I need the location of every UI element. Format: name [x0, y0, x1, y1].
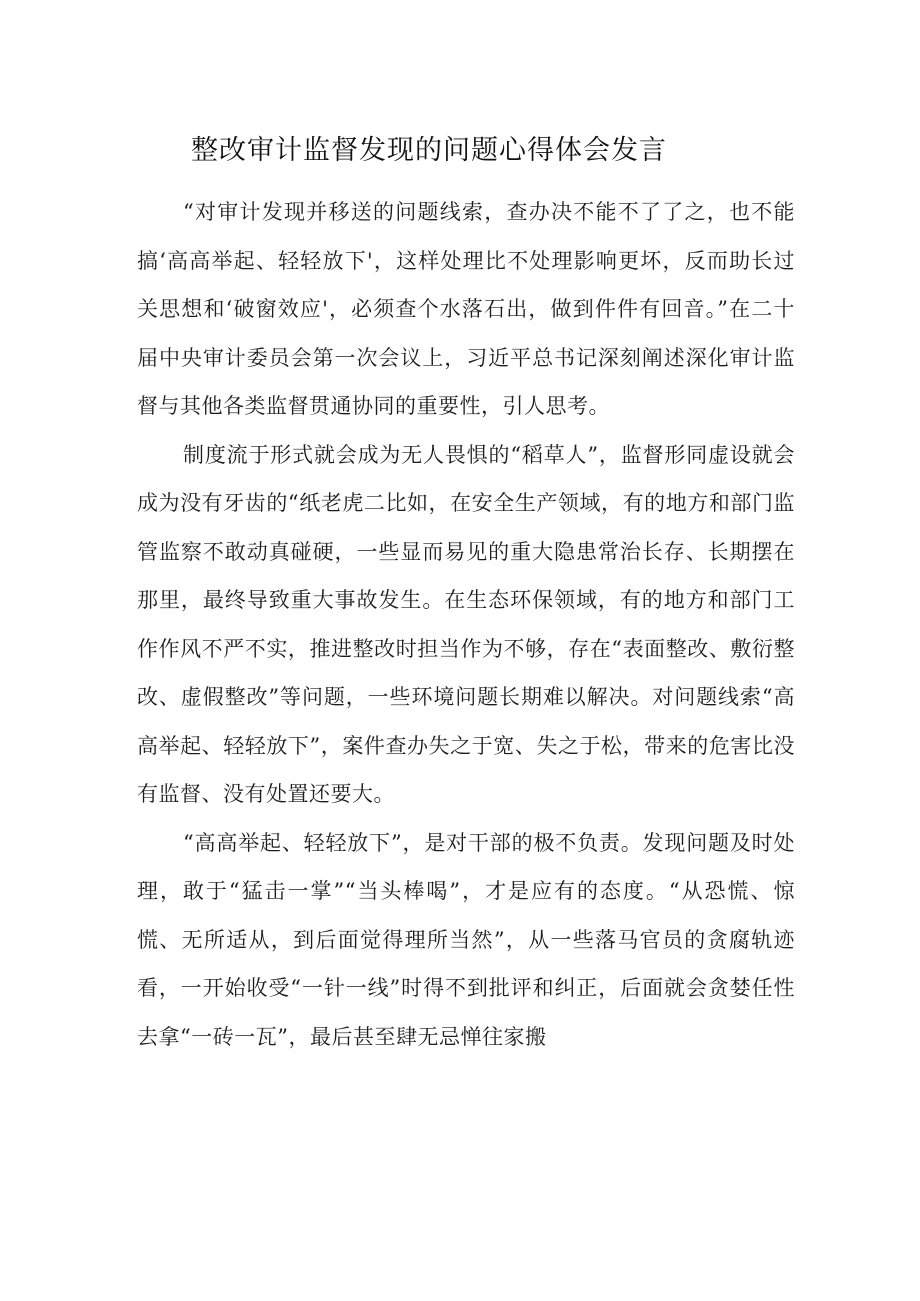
document-body [137, 188, 795, 1061]
paragraph-3: “高高举起、轻轻放下”，是对干部的极不负责。发现问题及时处理，敢于“猛击一掌”“当头棒喝”，才是应有的态度。“从恐慌、惊慌、无所适从，到后面觉得理所当然”，从一些落马官员的贪腐轨迹看，一开始收受“一针一线”时得不到批评和纠正，后面就会贪婪任性去拿“一砖一瓦”，最后甚至肆无忌惮往家搬 [137, 830, 795, 1049]
paragraph-1: “对审计发现并移送的问题线索，查办决不能不了了之，也不能搞‘高高举起、轻轻放下'，这样处理比不处理影响更坏，反而助长过关思想和‘破窗效应'，必须查个水落石出，做到件件有回音。”在二十届中央审计委员会第一次会议上，习近平总书记深刻阐述深化审计监督与其他各类监督贯通协同的重要性，引人思考。 [137, 200, 795, 418]
document-title: 整改审计监督发现的问题心得体会发言 [191, 135, 667, 166]
paragraph-2: 制度流于形式就会成为无人畏惧的“稻草人”，监督形同虚设就会成为没有牙齿的“纸老虎二比如，在安全生产领域，有的地方和部门监管监察不敢动真碰硬，一些显而易见的重大隐患常治长存、长期摆在那里，最终导致重大事故发生。在生态环保领域，有的地方和部门工作作风不严不实，推进整改时担当作为不够，存在“表面整改、敷衍整改、虚假整改”等问题，一些环境问题长期难以解决。对问题线索“高高举起、轻轻放下”，案件查办失之于宽、失之于松，带来的危害比没有监督、没有处置还要大。 [137, 442, 795, 806]
